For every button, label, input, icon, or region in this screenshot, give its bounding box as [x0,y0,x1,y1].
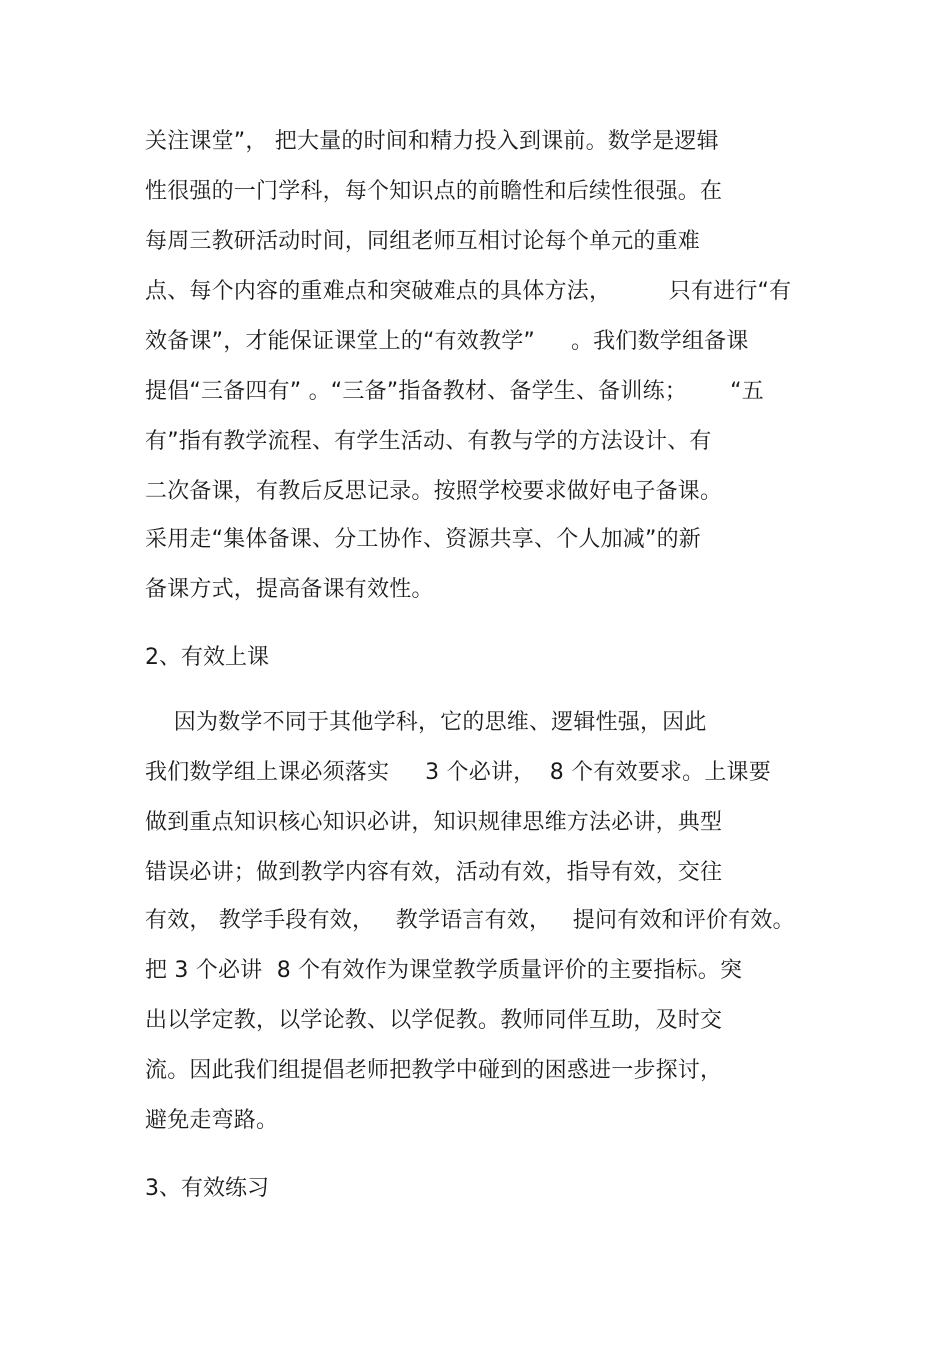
paragraph-line: 性很强的一门学科，每个知识点的前瞻性和后续性很强。在 [145,179,723,204]
paragraph-line: 出以学定教，以学论教、以学促教。教师同伴互助，及时交 [145,1008,723,1033]
paragraph-line: 有效， 教学手段有效， 教学语言有效， 提问有效和评价有效。 [145,908,795,933]
paragraph-line: 关注课堂”， 把大量的时间和精力投入到课前。数学是逻辑 [145,129,719,154]
paragraph-line: 二次备课，有教后反思记录。按照学校要求做好电子备课。 [145,479,723,504]
paragraph-line: 错误必讲；做到教学内容有效，活动有效，指导有效，交往 [145,860,723,885]
paragraph-line: 流。因此我们组提倡老师把教学中碰到的困惑进一步探讨， [145,1058,723,1083]
paragraph-line: 采用走“集体备课、分工协作、资源共享、个人加减”的新 [145,527,701,552]
paragraph-line: 效备课”，才能保证课堂上的“有效教学” 。我们数学组备课 [145,329,749,354]
paragraph-line: 有”指有教学流程、有学生活动、有教与学的方法设计、有 [145,429,712,454]
paragraph-line: 备课方式，提高备课有效性。 [145,577,434,602]
paragraph-line: 做到重点知识核心知识必讲，知识规律思维方法必讲，典型 [145,810,723,835]
paragraph-line: 因为数学不同于其他学科，它的思维、逻辑性强，因此 [145,710,707,735]
paragraph-line: 提倡“三备四有” 。“三备”指备教材、备学生、备训练； “五 [145,379,764,404]
section-heading-2: 2、有效上课 [145,645,269,670]
paragraph-line: 我们数学组上课必须落实 3 个必讲， 8 个有效要求。上课要 [145,760,771,785]
section-heading-3: 3、有效练习 [145,1176,269,1201]
paragraph-line: 点、每个内容的重难点和突破难点的具体方法， 只有进行“有 [145,279,792,304]
paragraph-line: 把 3 个必讲 8 个有效作为课堂教学质量评价的主要指标。突 [145,958,743,983]
paragraph-line: 每周三教研活动时间，同组老师互相讨论每个单元的重难 [145,229,701,254]
paragraph-line: 避免走弯路。 [145,1108,279,1133]
